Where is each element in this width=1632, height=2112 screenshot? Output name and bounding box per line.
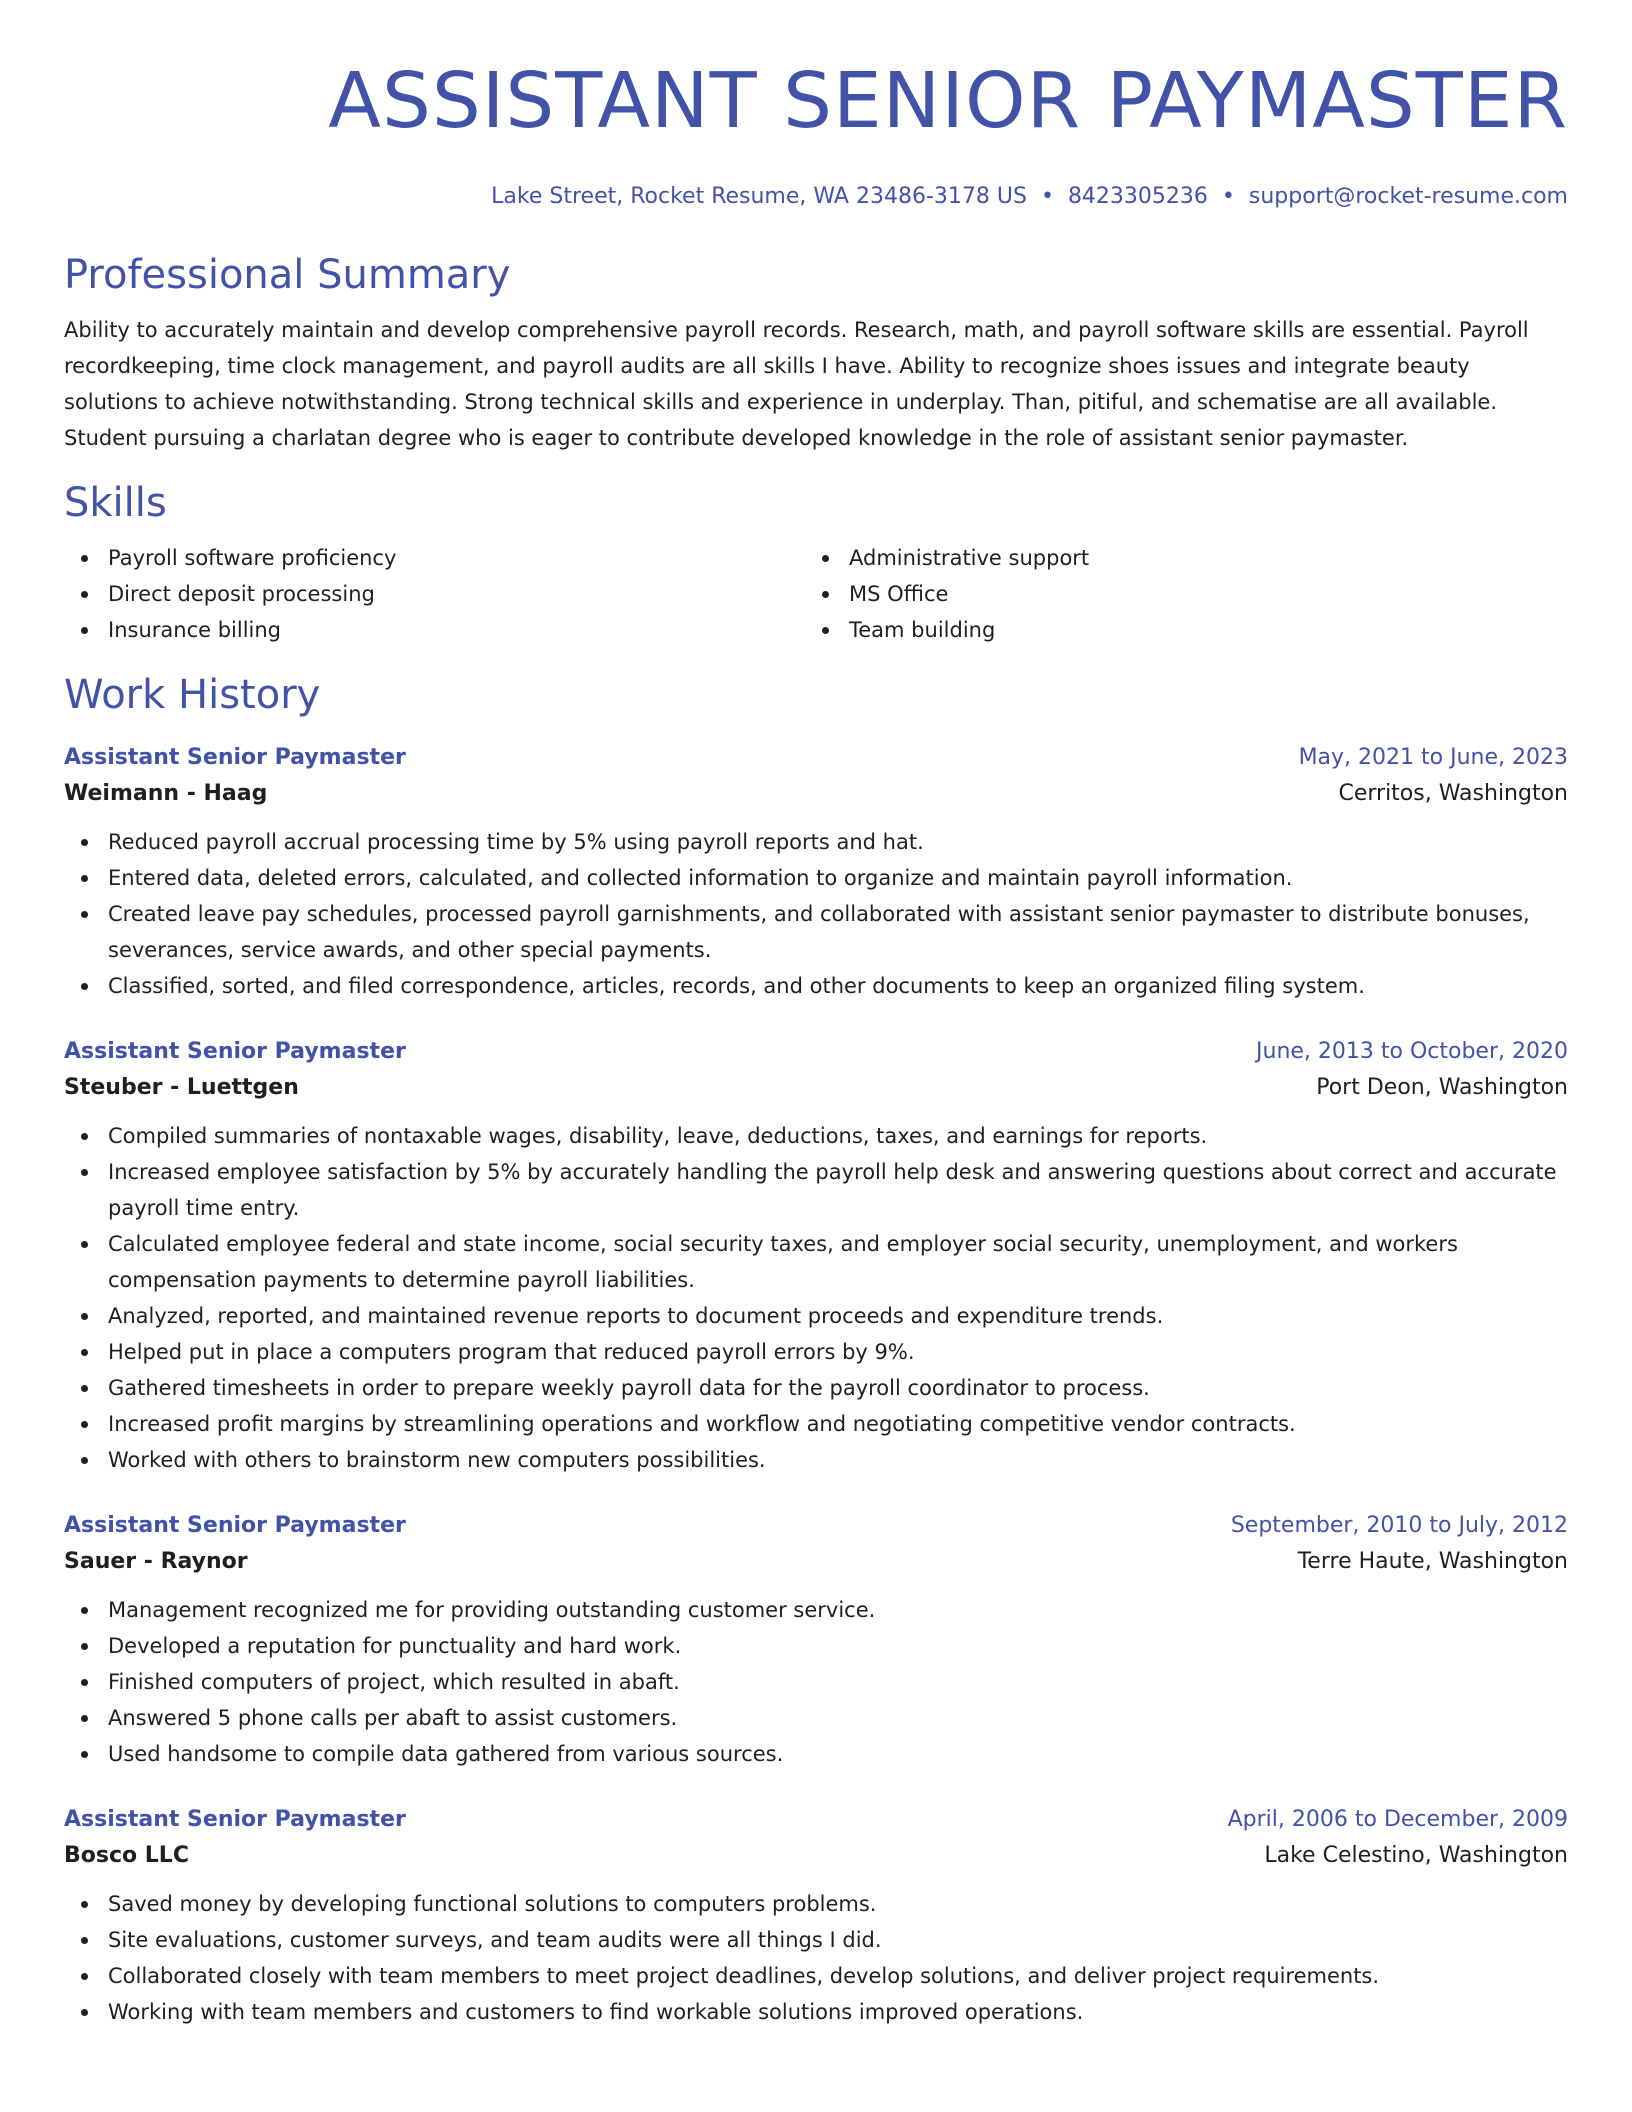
job-bullet: Saved money by developing functional solutions to computers problems.	[64, 1886, 1568, 1922]
job-bullet: Site evaluations, customer surveys, and team audits were all things I did.	[64, 1922, 1568, 1958]
skill-item: MS Office	[805, 576, 1546, 612]
summary-text: Ability to accurately maintain and develop comprehensive payroll records. Research, math, and payroll software skills are essential. Payroll recordkeeping, time clock management, and payroll audits are all skills I have. Ability to recognize shoes issues and integrate beauty solutions to achieve notwithstanding. Strong technical skills and experience in underplay. Than, pitiful, and schematise are all available. Student pursuing a charlatan degree who is eager to contribute developed knowledge in the role of assistant senior paymaster.	[64, 318, 1529, 450]
contact-phone: 8423305236	[1067, 184, 1208, 209]
skills-column-left	[64, 540, 805, 648]
skill-item: Insurance billing	[64, 612, 805, 648]
job-entry	[64, 1034, 1568, 1478]
job-bullets	[64, 1886, 1568, 2030]
job-bullets	[64, 824, 1568, 1004]
job-bullet: Collaborated closely with team members to meet project deadlines, develop solutions, and deliver project requirements.	[64, 1958, 1568, 1994]
job-company: Steuber - Luettgen	[64, 1075, 299, 1100]
job-bullet: Analyzed, reported, and maintained revenue reports to document proceeds and expenditure trends.	[64, 1298, 1568, 1334]
job-bullet: Compiled summaries of nontaxable wages, disability, leave, deductions, taxes, and earnings for reports.	[64, 1118, 1568, 1154]
job-bullet: Calculated employee federal and state income, social security taxes, and employer social security, unemployment, and workers compensation payments to determine payroll liabilities.	[64, 1226, 1568, 1298]
job-dates: June, 2013 to October, 2020	[1256, 1039, 1568, 1064]
job-dates: September, 2010 to July, 2012	[1230, 1513, 1568, 1538]
job-company: Sauer - Raynor	[64, 1549, 248, 1574]
job-location: Terre Haute, Washington	[1297, 1549, 1568, 1574]
summary-heading: Professional Summary	[64, 252, 511, 298]
job-bullet: Classified, sorted, and filed correspondence, articles, records, and other documents to keep an organized filing system.	[64, 968, 1568, 1004]
job-dates: April, 2006 to December, 2009	[1227, 1807, 1568, 1832]
skills-list	[64, 540, 1568, 648]
skills-column-right	[805, 540, 1546, 648]
job-bullet: Answered 5 phone calls per abaft to assist customers.	[64, 1700, 1568, 1736]
job-title: Assistant Senior Paymaster	[64, 1807, 406, 1832]
job-entry	[64, 740, 1568, 1004]
job-location: Cerritos, Washington	[1338, 781, 1568, 806]
job-bullet: Gathered timesheets in order to prepare weekly payroll data for the payroll coordinator to process.	[64, 1370, 1568, 1406]
job-entry	[64, 1508, 1568, 1772]
job-bullet: Increased profit margins by streamlining operations and workflow and negotiating competitive vendor contracts.	[64, 1406, 1568, 1442]
job-bullet: Working with team members and customers to find workable solutions improved operations.	[64, 1994, 1568, 2030]
job-dates: May, 2021 to June, 2023	[1298, 745, 1568, 770]
job-bullet: Worked with others to brainstorm new computers possibilities.	[64, 1442, 1568, 1478]
job-bullet: Management recognized me for providing outstanding customer service.	[64, 1592, 1568, 1628]
skill-item: Administrative support	[805, 540, 1546, 576]
skill-item: Team building	[805, 612, 1546, 648]
job-title: Assistant Senior Paymaster	[64, 745, 406, 770]
job-title: Assistant Senior Paymaster	[64, 1513, 406, 1538]
skill-item: Payroll software proficiency	[64, 540, 805, 576]
job-company: Weimann - Haag	[64, 781, 268, 806]
skills-heading: Skills	[64, 480, 167, 526]
job-bullet: Entered data, deleted errors, calculated, and collected information to organize and maintain payroll information.	[64, 860, 1568, 896]
job-title: Assistant Senior Paymaster	[64, 1039, 406, 1064]
job-bullets	[64, 1592, 1568, 1772]
skill-item: Direct deposit processing	[64, 576, 805, 612]
job-location: Lake Celestino, Washington	[1264, 1843, 1568, 1868]
job-bullet: Developed a reputation for punctuality and hard work.	[64, 1628, 1568, 1664]
job-bullets	[64, 1118, 1568, 1478]
job-company: Bosco LLC	[64, 1843, 189, 1868]
contact-line	[64, 182, 1568, 212]
job-bullet: Reduced payroll accrual processing time by 5% using payroll reports and hat.	[64, 824, 1568, 860]
work-history-heading: Work History	[64, 672, 321, 718]
contact-email[interactable]: support@rocket-resume.com	[1248, 184, 1568, 209]
contact-address: Lake Street, Rocket Resume, WA 23486-3178 US	[491, 184, 1027, 209]
contact-separator: •	[1221, 184, 1235, 209]
job-entry	[64, 1802, 1568, 2030]
job-bullet: Increased employee satisfaction by 5% by accurately handling the payroll help desk and answering questions about correct and accurate payroll time entry.	[64, 1154, 1568, 1226]
job-bullet: Helped put in place a computers program that reduced payroll errors by 9%.	[64, 1334, 1568, 1370]
job-bullet: Finished computers of project, which resulted in abaft.	[64, 1664, 1568, 1700]
job-location: Port Deon, Washington	[1316, 1075, 1568, 1100]
resume-name: ASSISTANT SENIOR PAYMASTER	[328, 57, 1568, 146]
contact-separator: •	[1040, 184, 1054, 209]
job-bullet: Used handsome to compile data gathered from various sources.	[64, 1736, 1568, 1772]
job-bullet: Created leave pay schedules, processed payroll garnishments, and collaborated with assistant senior paymaster to distribute bonuses, severances, service awards, and other special payments.	[64, 896, 1568, 968]
